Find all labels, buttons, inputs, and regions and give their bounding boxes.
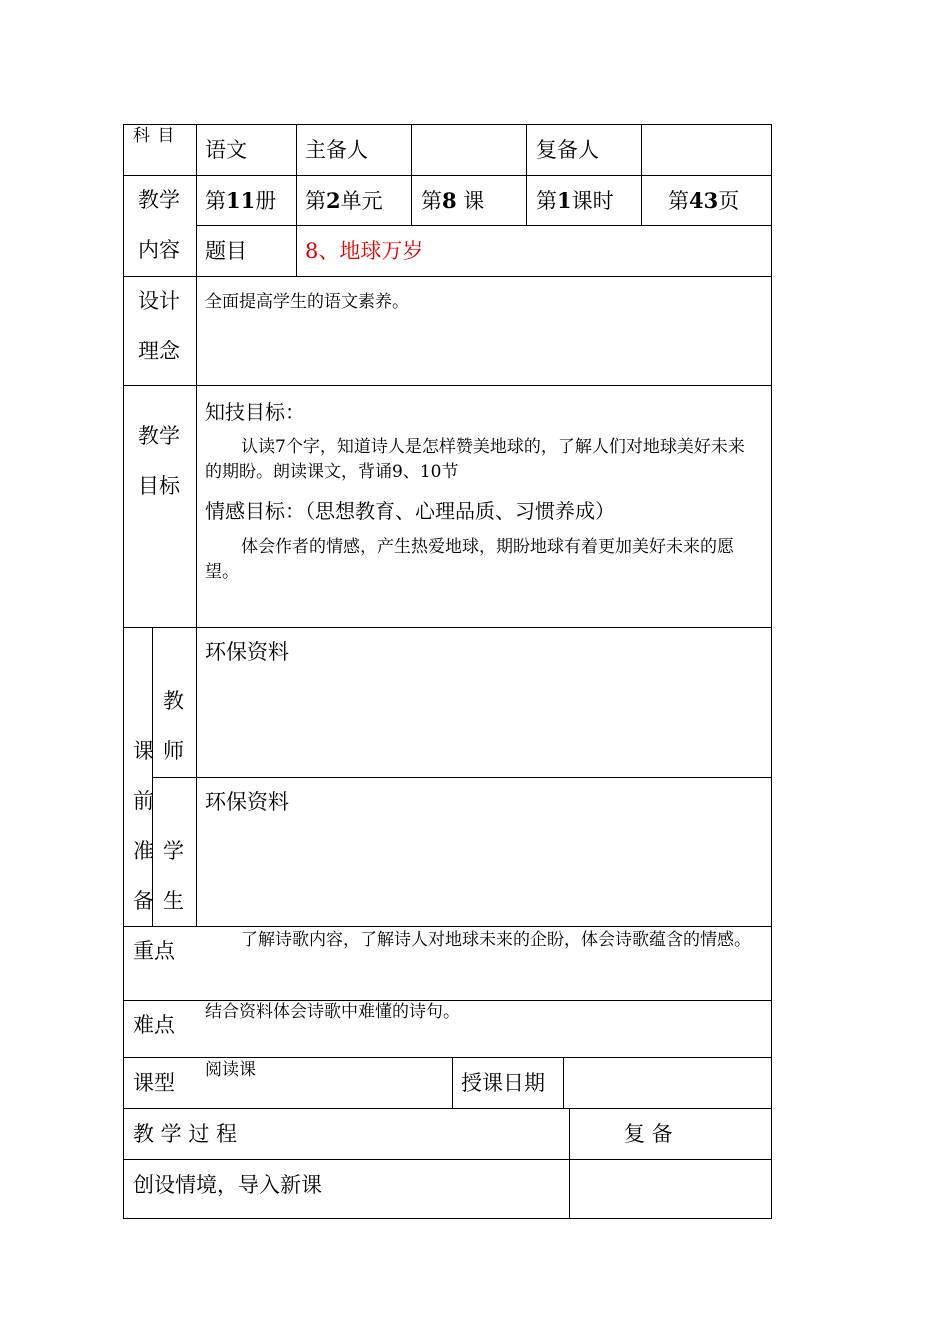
table-border-bottom <box>123 1218 772 1219</box>
teaching-content-label-2: 内容 <box>138 238 180 262</box>
preparation-label-char: 准 <box>133 839 154 863</box>
col-line <box>296 124 297 226</box>
period-number: 第1课时 <box>536 188 614 213</box>
design-concept-text: 全面提高学生的语文素养。 <box>205 292 409 312</box>
row-line <box>123 276 772 277</box>
teaching-process-heading: 教 学 过 程 <box>133 1122 238 1146</box>
col-line <box>296 225 297 277</box>
col-line <box>196 124 197 927</box>
student-label-char: 生 <box>163 889 184 913</box>
row-line <box>123 385 772 386</box>
teaching-goals-label-2: 目标 <box>138 474 180 498</box>
row-line <box>123 175 772 176</box>
main-preparer-label: 主备人 <box>305 138 368 162</box>
knowledge-goal-heading: 知技目标： <box>205 400 305 424</box>
row-line <box>123 1159 772 1160</box>
topic-label: 题目 <box>205 239 247 263</box>
col-line <box>452 1057 453 1109</box>
col-line <box>569 1108 570 1219</box>
student-label-char: 学 <box>163 839 184 863</box>
row-line <box>123 926 772 927</box>
row-line <box>196 225 772 226</box>
table-border-left <box>123 124 124 1219</box>
review-heading: 复 备 <box>624 1122 673 1146</box>
key-points-label: 重点 <box>133 939 175 963</box>
preparation-label-char: 前 <box>133 789 154 813</box>
lesson-type-label: 课型 <box>133 1071 175 1095</box>
emotion-goal-text: 体会作者的情感，产生热爱地球，期盼地球有着更加美好未来的愿望。 <box>205 537 734 582</box>
teacher-label-char: 师 <box>163 739 184 763</box>
subject-label: 科 目 <box>133 126 176 146</box>
preparation-label-char: 备 <box>133 889 154 913</box>
teaching-goals-label-1: 教学 <box>138 424 180 448</box>
difficult-points-text: 结合资料体会诗歌中难懂的诗句。 <box>205 1002 460 1022</box>
col-line <box>563 1057 564 1109</box>
row-line <box>123 627 772 628</box>
lesson-number: 第8 课 <box>421 188 485 213</box>
lesson-type-value: 阅读课 <box>205 1060 256 1080</box>
design-concept-label-2: 理念 <box>138 339 180 363</box>
row-line <box>152 777 772 778</box>
row-line <box>123 1108 772 1109</box>
design-concept-label-1: 设计 <box>138 289 180 313</box>
book-number: 第11册 <box>205 188 277 213</box>
page-number: 第43页 <box>668 188 740 213</box>
col-line <box>411 124 412 226</box>
preparation-label-char: 课 <box>133 739 154 763</box>
table-border-right <box>771 124 772 1219</box>
topic-value: 8、地球万岁 <box>305 239 424 263</box>
row-line <box>123 1000 772 1001</box>
col-line <box>152 627 153 927</box>
key-points-text: 了解诗歌内容，了解诗人对地球未来的企盼，体会诗歌蕴含的情感。 <box>241 930 751 950</box>
teacher-label-char: 教 <box>163 689 184 713</box>
knowledge-goal-text: 认读7个字，知道诗人是怎样赞美地球的，了解人们对地球美好未来的期盼。朗读课文，背诵9、10节 <box>205 437 745 482</box>
table-border-top <box>123 124 772 125</box>
subject-value: 语文 <box>205 138 247 162</box>
teaching-date-label: 授课日期 <box>461 1071 545 1095</box>
difficult-points-label: 难点 <box>133 1013 175 1037</box>
emotion-goal-heading: 情感目标：（思想教育、心理品质、习惯养成） <box>205 499 615 523</box>
row-line <box>123 1057 772 1058</box>
col-line <box>526 124 527 226</box>
process-step-1: 创设情境，导入新课 <box>133 1173 322 1197</box>
unit-number: 第2单元 <box>305 188 383 213</box>
col-line <box>641 124 642 226</box>
student-preparation-text: 环保资料 <box>205 790 289 814</box>
teaching-content-label-1: 教学 <box>138 188 180 212</box>
teacher-preparation-text: 环保资料 <box>205 640 289 664</box>
second-preparer-label: 复备人 <box>536 138 599 162</box>
